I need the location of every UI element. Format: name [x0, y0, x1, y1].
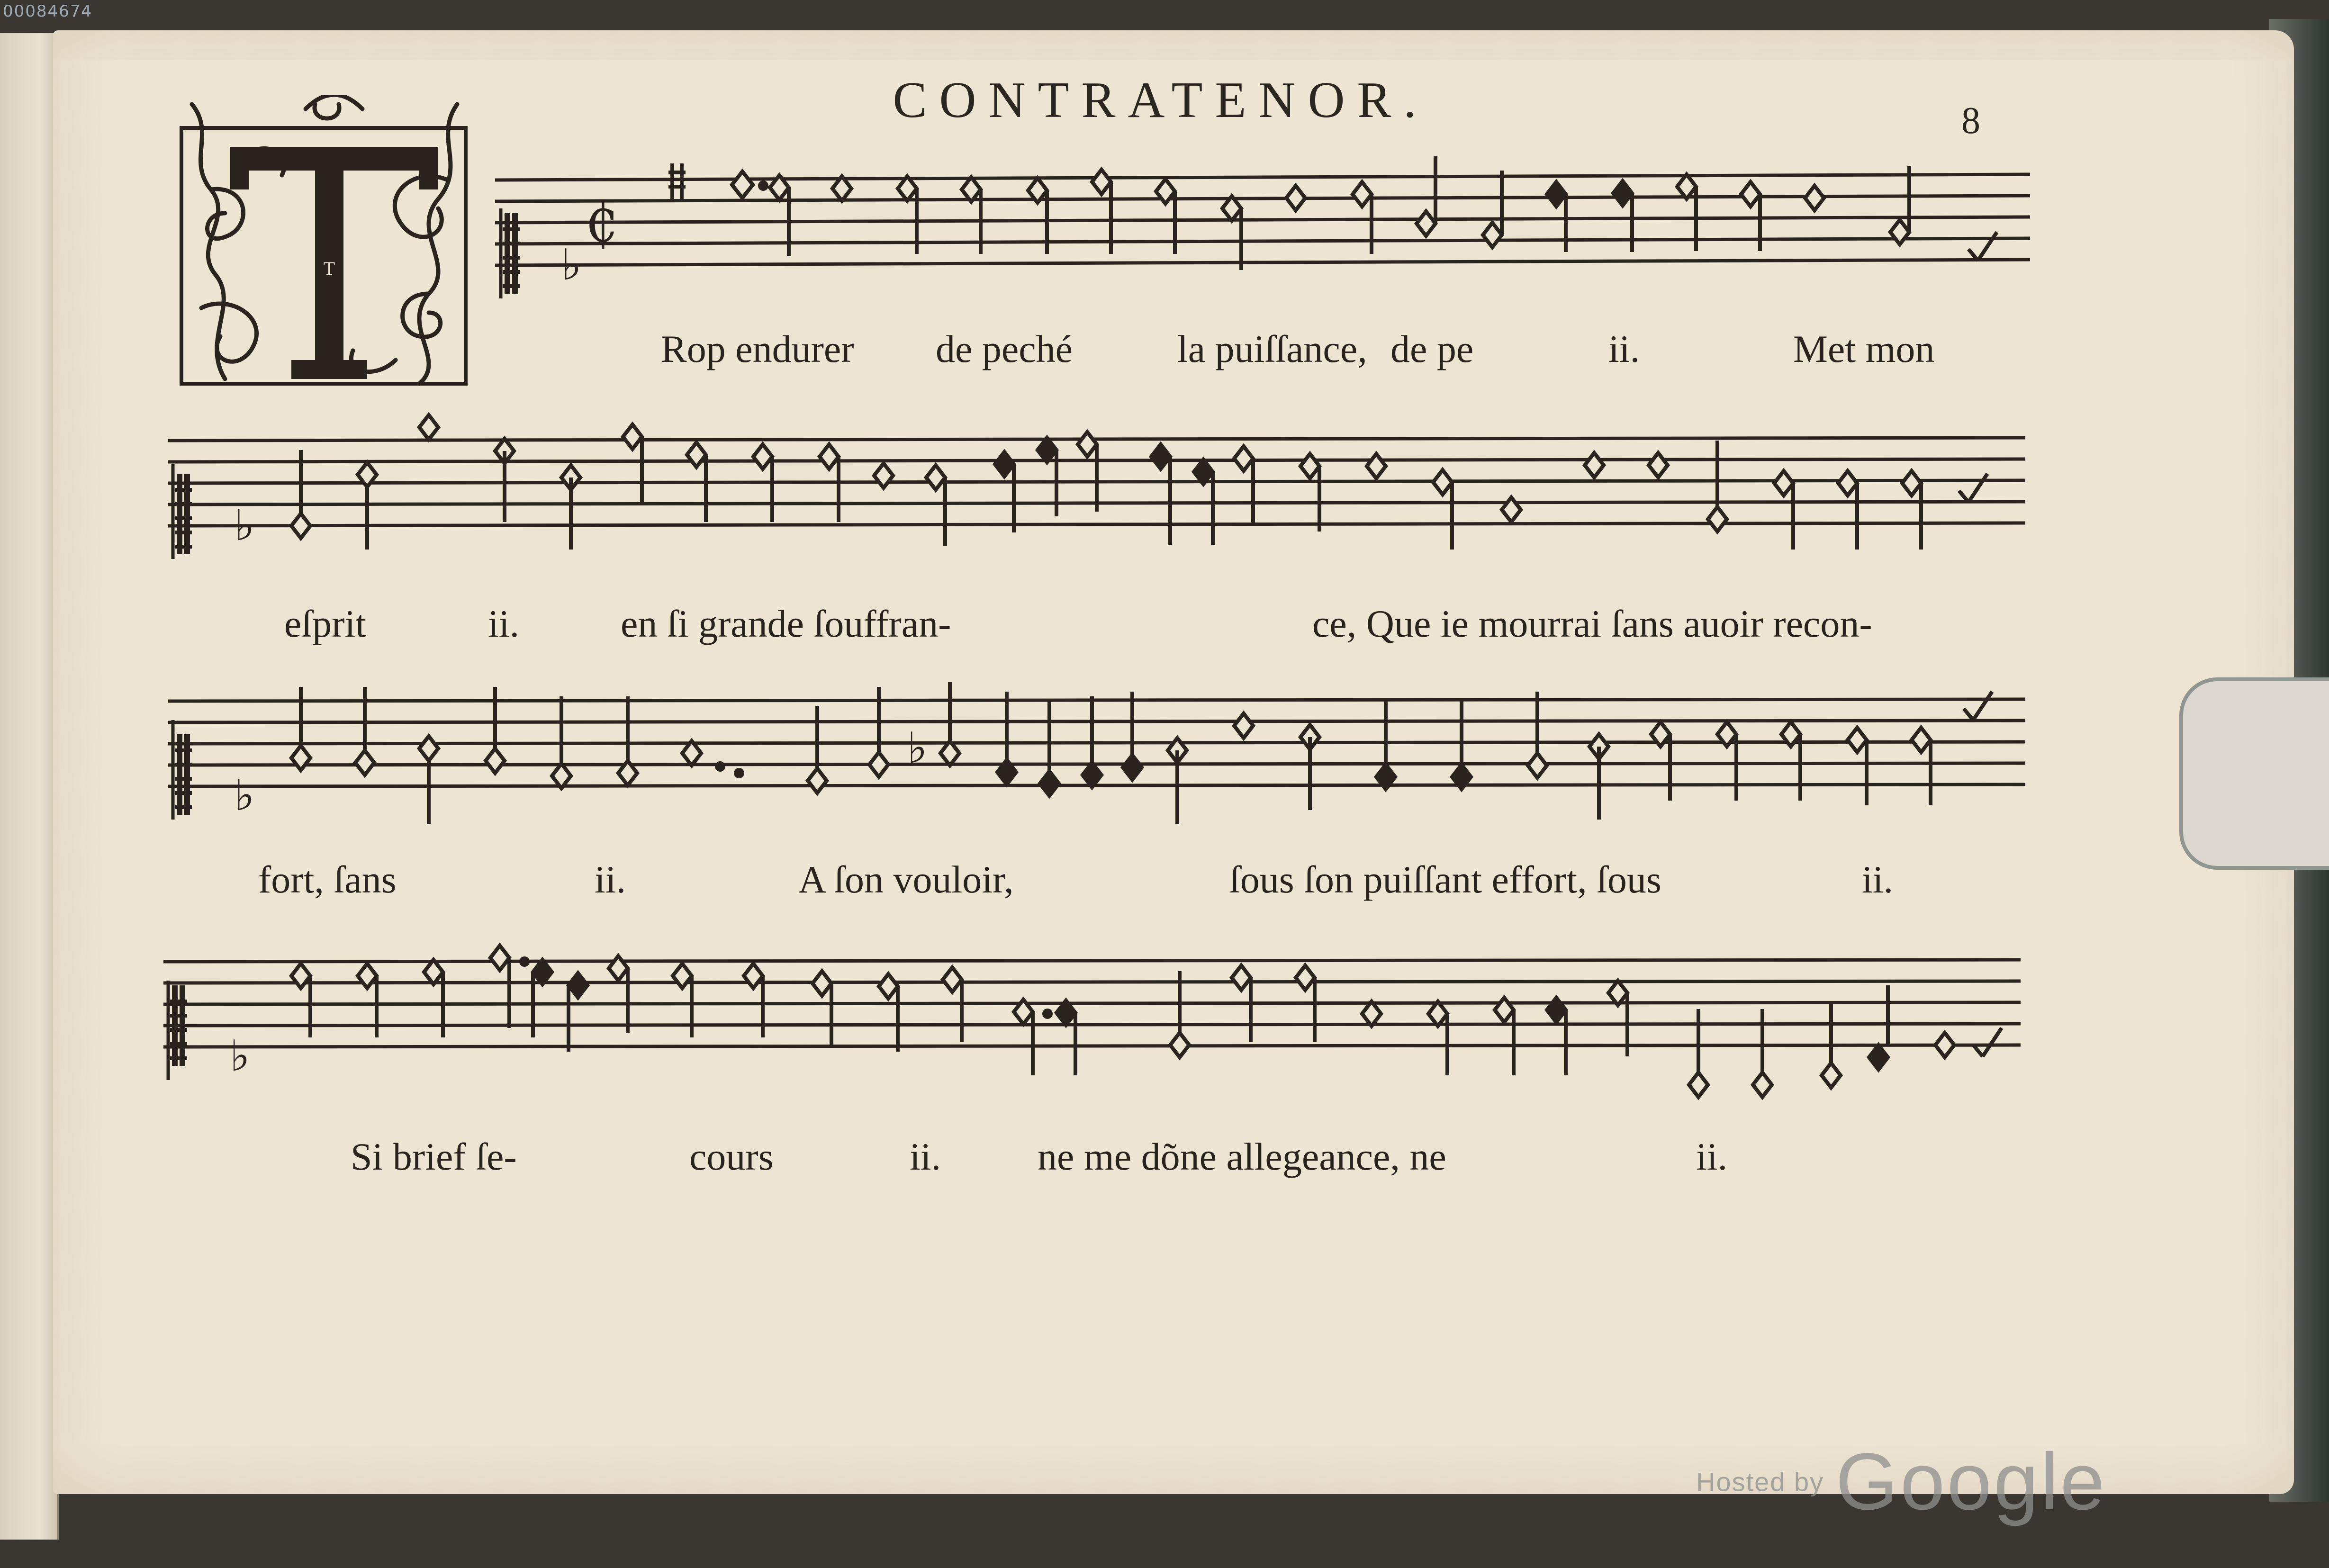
lyric-syllable: A ſon vouloir,	[798, 858, 1014, 901]
page-number: 8	[1961, 100, 1980, 142]
decorated-initial	[173, 95, 481, 398]
lyric-syllable: en ſi grande ſouffran-	[621, 602, 951, 645]
facing-page-edge	[0, 33, 59, 1540]
lyric-syllable: ne me dõne allegeance, ne	[1038, 1135, 1446, 1178]
music-staff-3	[168, 673, 2035, 843]
svg-text:♭: ♭	[235, 501, 255, 550]
music-staff-2	[168, 398, 2035, 578]
music-staff-1	[495, 142, 2035, 313]
svg-text:♭: ♭	[230, 1031, 250, 1081]
svg-text:♭: ♭	[907, 723, 928, 773]
initial-letter: T	[323, 258, 335, 279]
lyric-repeat-mark: ii.	[595, 858, 626, 901]
lyric-syllable: ſous ſon puiſſant effort, ſous	[1229, 858, 1661, 901]
lyric-syllable: Rop endurer	[661, 327, 854, 370]
lyric-syllable: la puiſſance,	[1177, 327, 1367, 370]
lyric-syllable: de peché	[936, 327, 1073, 370]
music-staff-4	[163, 933, 2035, 1113]
lyric-syllable: cours	[689, 1135, 774, 1178]
watermark-brand: Google	[1835, 1437, 2107, 1527]
lyrics-line-3	[258, 857, 1964, 910]
lyric-repeat-mark: ii.	[910, 1135, 941, 1178]
lyric-repeat-mark: ii.	[1608, 327, 1640, 370]
lyric-syllable: fort, ſans	[258, 858, 397, 901]
lyrics-line-2	[284, 602, 1990, 654]
watermark-hosted-text: Hosted by	[1696, 1467, 1824, 1497]
part-title: CONTRATENOR.	[893, 72, 1429, 128]
svg-text:₵: ₵	[585, 193, 618, 254]
svg-text:♭: ♭	[235, 771, 255, 820]
lyric-syllable: de pe	[1390, 327, 1474, 370]
lyric-repeat-mark: ii.	[1862, 858, 1894, 901]
lyric-syllable: ce, Que ie mourrai ſans auoir recon-	[1312, 602, 1872, 645]
scan-id-label: 00084674	[3, 2, 93, 21]
lyric-syllable: Met mon	[1793, 327, 1935, 370]
lyric-syllable: Si brief ſe-	[351, 1135, 517, 1178]
hosted-by-watermark	[1696, 1435, 2107, 1528]
svg-text:♭: ♭	[561, 240, 582, 290]
lyric-repeat-mark: ii.	[488, 602, 520, 645]
lyric-repeat-mark: ii.	[1696, 1135, 1728, 1178]
lyrics-line-1	[661, 327, 1987, 379]
page-clip	[2179, 677, 2329, 870]
lyric-syllable: eſprit	[284, 602, 367, 645]
lyrics-line-4	[351, 1135, 1961, 1187]
